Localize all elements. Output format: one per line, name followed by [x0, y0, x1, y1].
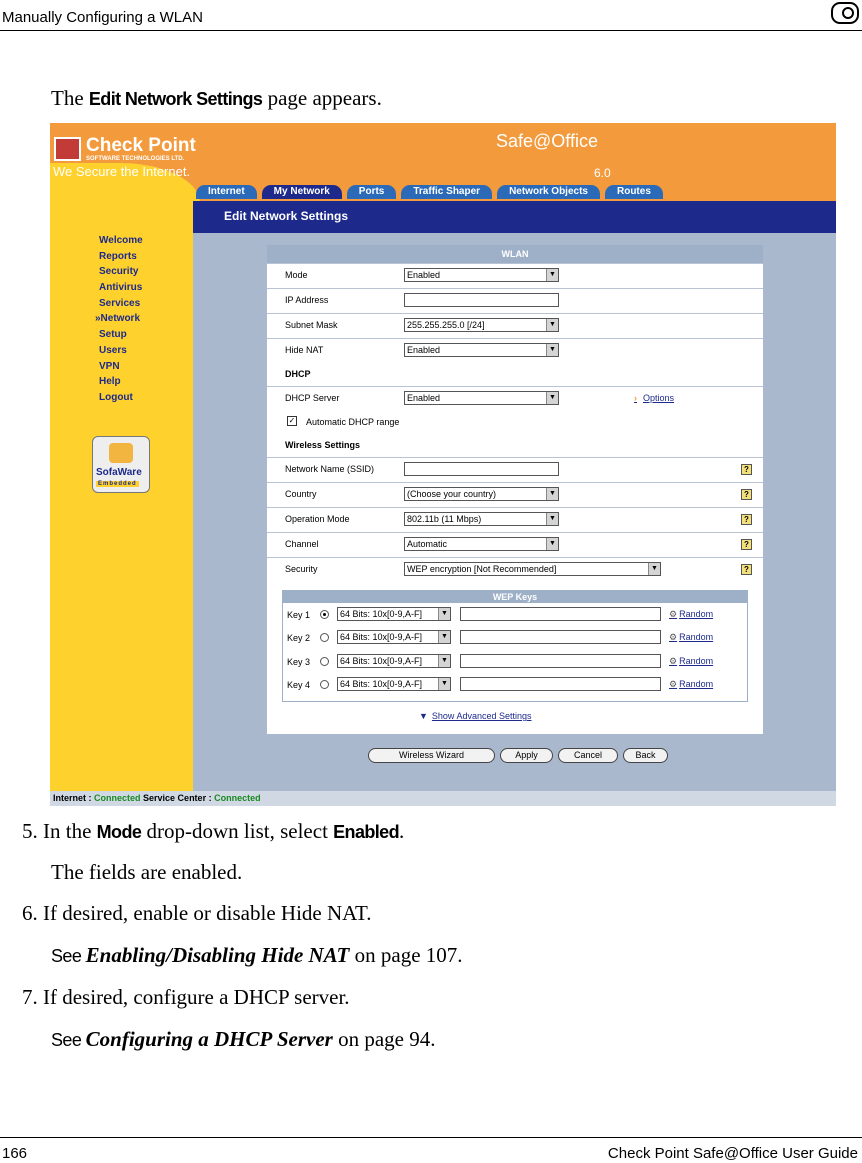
key-row: [283, 650, 747, 673]
row-channel: [267, 532, 763, 556]
step-text: If desired, enable or disable Hide NAT.: [43, 901, 372, 925]
help-icon[interactable]: ?: [741, 564, 752, 575]
security-value: WEP encryption [Not Recommended]: [407, 564, 557, 574]
ref-page: on page 107.: [349, 943, 463, 967]
header-title: Manually Configuring a WLAN: [2, 9, 203, 26]
key-row: [283, 673, 747, 696]
auto-dhcp-label: Automatic DHCP range: [306, 417, 400, 427]
row-hidenat: [267, 338, 763, 362]
key-bits-value: 64 Bits: 10x[0-9,A-F]: [340, 679, 423, 689]
dhcp-section-title: DHCP: [285, 369, 311, 379]
status-center-label: Service Center :: [140, 793, 215, 803]
page-title-bar: [193, 201, 836, 233]
help-icon[interactable]: ?: [741, 539, 752, 550]
country-value: (Choose your country): [407, 489, 497, 499]
key-radio[interactable]: [320, 680, 329, 689]
chevron-down-icon: ▼: [546, 269, 558, 281]
chevron-down-icon: ▼: [438, 678, 450, 690]
key-bits-value: 64 Bits: 10x[0-9,A-F]: [340, 609, 423, 619]
intro-pre: The: [51, 86, 89, 110]
row-ip: [267, 288, 763, 312]
panel-title: WLAN: [267, 245, 763, 263]
intro-text: [51, 86, 382, 111]
help-icon[interactable]: ?: [741, 489, 752, 500]
wep-keys-box: [282, 590, 748, 702]
tab-internet[interactable]: Internet: [196, 185, 257, 199]
ref-page: on page 94.: [332, 1027, 436, 1051]
step-number: 5.: [22, 819, 38, 843]
row-security: [267, 557, 763, 581]
wep-title: WEP Keys: [283, 591, 747, 603]
security-label: Security: [285, 564, 318, 574]
opmode-label: Operation Mode: [285, 514, 350, 524]
opmode-value: 802.11b (11 Mbps): [407, 514, 482, 524]
menu-setup[interactable]: Setup: [99, 329, 127, 341]
brand-name: Check Point: [86, 135, 196, 156]
chevron-down-icon: ▼: [438, 608, 450, 620]
chevron-down-icon: ▼: [546, 319, 558, 331]
key-input[interactable]: [460, 607, 661, 621]
page-number: 166: [2, 1145, 28, 1162]
row-opmode: [267, 507, 763, 531]
step-6-ref: [51, 943, 463, 968]
wireless-wizard-button[interactable]: Wireless Wizard: [368, 748, 495, 763]
row-ssid: [267, 457, 763, 481]
ip-label: IP Address: [285, 295, 329, 305]
wlan-panel: [267, 245, 763, 734]
key-label: Key 4: [287, 680, 311, 690]
status-center-value: Connected: [214, 793, 261, 803]
product-version: 6.0: [594, 166, 611, 180]
random-text: Random: [679, 656, 714, 666]
row-dhcp-section: [267, 363, 763, 387]
wireless-section-title: Wireless Settings: [285, 440, 360, 450]
hidenat-label: Hide NAT: [285, 345, 324, 355]
sofaware-text: SofaWare: [96, 467, 142, 478]
subnet-label: Subnet Mask: [285, 320, 338, 330]
document-footer: [0, 1137, 862, 1162]
gear-icon: ⚙: [669, 609, 678, 619]
cancel-button[interactable]: Cancel: [558, 748, 618, 763]
key-radio[interactable]: [320, 633, 329, 642]
step-text: drop-down list, select: [141, 819, 334, 843]
step-text: In the: [43, 819, 97, 843]
key-bits-select[interactable]: [337, 677, 451, 691]
chevron-down-icon: ▼: [438, 655, 450, 667]
row-auto-dhcp: [267, 411, 763, 435]
cross-ref-link[interactable]: Configuring a DHCP Server: [85, 1027, 333, 1051]
key-input[interactable]: [460, 677, 661, 691]
see-text: See: [51, 946, 86, 966]
tab-bar: [196, 185, 663, 201]
brand-tagline: We Secure the Internet.: [53, 164, 191, 179]
random-link[interactable]: [669, 679, 713, 690]
key-bits-value: 64 Bits: 10x[0-9,A-F]: [340, 656, 423, 666]
random-link[interactable]: [669, 632, 713, 643]
intro-post: page appears.: [262, 86, 382, 110]
apply-button[interactable]: Apply: [500, 748, 553, 763]
tab-network-objects[interactable]: Network Objects: [497, 185, 600, 199]
random-text: Random: [679, 609, 714, 619]
channel-select[interactable]: [404, 537, 559, 551]
gear-icon: ⚙: [669, 632, 678, 642]
menu-antivirus[interactable]: Antivirus: [99, 282, 143, 294]
chevron-down-icon: ▼: [546, 344, 558, 356]
step-text: If desired, configure a DHCP server.: [43, 985, 350, 1009]
hidenat-value: Enabled: [407, 345, 441, 355]
step-6: [22, 901, 372, 926]
menu-logout[interactable]: Logout: [99, 391, 133, 403]
gear-icon: ⚙: [669, 679, 678, 689]
step-7: [22, 985, 350, 1010]
random-link[interactable]: [669, 656, 713, 667]
help-icon[interactable]: ?: [741, 464, 752, 475]
dhcp-select[interactable]: [404, 391, 559, 405]
dhcp-value: Enabled: [407, 393, 441, 403]
menu-welcome[interactable]: Welcome: [99, 235, 143, 246]
key-label: Key 1: [287, 610, 311, 620]
gear-icon: ⚙: [669, 656, 678, 666]
key-bits-select[interactable]: [337, 630, 451, 644]
random-text: Random: [679, 679, 714, 689]
cross-ref-link[interactable]: Enabling/Disabling Hide NAT: [85, 943, 350, 967]
checkpoint-logo-icon: [831, 2, 859, 24]
tab-traffic-shaper[interactable]: Traffic Shaper: [401, 185, 492, 199]
status-bar: [50, 791, 836, 806]
sofaware-logo: [92, 436, 150, 493]
mode-select[interactable]: [404, 268, 559, 282]
menu-help[interactable]: Help: [99, 376, 121, 388]
key-bits-value: 64 Bits: 10x[0-9,A-F]: [340, 632, 423, 642]
row-subnet: [267, 313, 763, 337]
channel-value: Automatic: [407, 539, 448, 549]
key-label: Key 3: [287, 657, 311, 667]
see-text: See: [51, 1030, 86, 1050]
product-name: Safe@Office: [496, 131, 598, 151]
row-country: [267, 482, 763, 506]
opmode-select[interactable]: [404, 512, 559, 526]
step-bold: Mode: [96, 822, 142, 842]
key-row: [283, 626, 747, 649]
checkpoint-badge-icon: [54, 137, 81, 161]
options-text: Options: [643, 393, 675, 403]
menu-network[interactable]: »Network: [95, 313, 141, 325]
status-internet-value: Connected: [94, 793, 141, 803]
step-5: [22, 819, 404, 844]
options-link[interactable]: [634, 393, 674, 403]
country-select[interactable]: [404, 487, 559, 501]
key-radio[interactable]: [320, 610, 329, 619]
mode-label: Mode: [285, 270, 308, 280]
chevron-down-icon: ▼: [546, 538, 558, 550]
step-7-ref: [51, 1027, 435, 1052]
chevron-down-icon: ▼: [648, 563, 660, 575]
security-select[interactable]: [404, 562, 661, 576]
guide-title: Check Point Safe@Office User Guide: [607, 1145, 858, 1162]
chevron-down-icon: ▼: [546, 488, 558, 500]
hidenat-select[interactable]: [404, 343, 559, 357]
step-text: .: [398, 819, 405, 843]
step-number: 7.: [22, 985, 38, 1009]
tab-ports[interactable]: Ports: [347, 185, 397, 199]
help-icon[interactable]: ?: [741, 514, 752, 525]
brand-sub: SOFTWARE TECHNOLOGIES LTD.: [86, 156, 185, 162]
dhcp-label: DHCP Server: [285, 393, 340, 403]
row-dhcp-server: [267, 386, 763, 410]
sofaware-icon: [109, 443, 133, 463]
arrow-right-icon: ›: [634, 393, 637, 403]
menu-vpn[interactable]: VPN: [99, 360, 120, 372]
sofaware-embedded: Embedded: [98, 481, 137, 487]
intro-bold: Edit Network Settings: [88, 89, 263, 109]
random-text: Random: [679, 632, 714, 642]
key-row: [283, 603, 747, 626]
key-bits-select[interactable]: [337, 654, 451, 668]
side-menu: [95, 233, 143, 406]
country-label: Country: [285, 489, 317, 499]
triangle-down-icon: ▼: [419, 711, 428, 721]
app-screenshot: [50, 123, 836, 806]
page-title: Edit Network Settings: [224, 209, 349, 223]
advanced-text: Show Advanced Settings: [431, 711, 532, 721]
ip-input[interactable]: [404, 293, 559, 307]
advanced-settings-link[interactable]: [419, 711, 532, 721]
menu-users[interactable]: Users: [99, 344, 127, 356]
random-link[interactable]: [669, 609, 713, 620]
step-number: 6.: [22, 901, 38, 925]
step-bold: Enabled: [333, 822, 399, 842]
subnet-select[interactable]: [404, 318, 559, 332]
chevron-down-icon: ▼: [546, 513, 558, 525]
step-5-result: The fields are enabled.: [51, 860, 243, 884]
tab-my-network[interactable]: My Network: [262, 185, 342, 199]
status-internet-label: Internet :: [53, 793, 95, 803]
key-bits-select[interactable]: [337, 607, 451, 621]
key-input[interactable]: [460, 654, 661, 668]
menu-reports[interactable]: Reports: [99, 250, 137, 262]
ssid-input[interactable]: [404, 462, 559, 476]
key-label: Key 2: [287, 633, 311, 643]
menu-security[interactable]: Security: [99, 266, 139, 278]
document-header: [0, 0, 862, 31]
key-input[interactable]: [460, 630, 661, 644]
channel-label: Channel: [285, 539, 319, 549]
row-mode: [267, 263, 763, 287]
auto-dhcp-checkbox[interactable]: ✓: [288, 416, 296, 425]
subnet-value: 255.255.255.0 [/24]: [407, 320, 485, 330]
tab-routes[interactable]: Routes: [605, 185, 663, 199]
back-button[interactable]: Back: [623, 748, 668, 763]
ssid-label: Network Name (SSID): [285, 464, 375, 474]
mode-value: Enabled: [407, 270, 441, 280]
menu-services[interactable]: Services: [99, 297, 141, 309]
chevron-down-icon: ▼: [438, 631, 450, 643]
chevron-down-icon: ▼: [546, 392, 558, 404]
key-radio[interactable]: [320, 657, 329, 666]
button-row: [368, 748, 668, 763]
row-wireless-section: [267, 434, 763, 458]
